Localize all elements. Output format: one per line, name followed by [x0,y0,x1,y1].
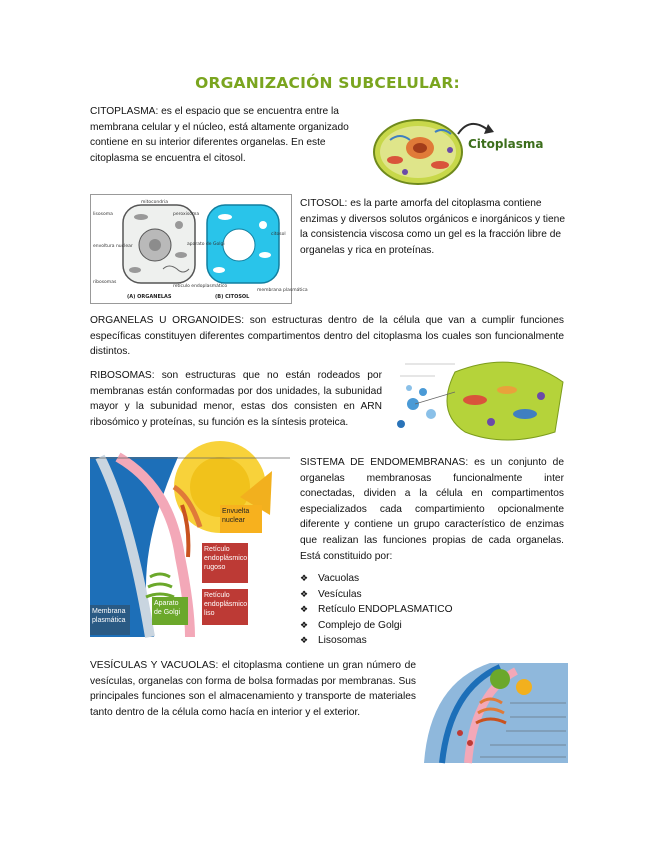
label-golgi: aparato de Golgi [187,242,225,247]
label-mitocondria: mitocondria [141,200,168,205]
endomembranas-image [90,457,290,637]
vesiculas-paragraph: VESÍCULAS Y VACUOLAS: el citoplasma contiene un gran número de vesículas, organelas con forma de bolsa formadas por membranas. Sus principales funciones son el almacenamiento y transporte de materiales tanto dentro de la célula como hacía en interior y el exterior. [90,660,416,718]
diamond-bullet-icon: ❖ [300,635,309,646]
list-item: ❖ Vacuolas [300,571,453,587]
page-title: ORGANIZACIÓN SUBCELULAR: [195,74,460,92]
caption-citosol: (B) CITOSOL [215,294,250,300]
list-item: ❖ Retículo ENDOPLASMATICO [300,602,453,618]
diamond-bullet-icon: ❖ [300,588,309,599]
vesiculas-image [420,663,568,763]
caption-organelas: (A) ORGANELAS [127,294,172,300]
endomembranas-paragraph: SISTEMA DE ENDOMEMBRANAS: es un conjunto de organelas membranosas funcionalmente inter conectadas, dividen a la célula en compartimentos especializados cada compartimiento opcionalmente diferente y contiene un grupo característico de enzimas que realizan las funciones propias de cada organelas. Está constituido por: [300,457,564,562]
citoplasma-image [370,110,545,190]
diamond-bullet-icon: ❖ [300,573,309,583]
list-item: ❖ Vesículas [300,587,453,603]
label-rer: Retículo endoplásmico rugoso [202,543,248,583]
label-peroxisoma: peroxisoma [173,212,200,217]
label-envuelta-nuclear: Envuelta nuclear [220,505,262,533]
list-item: ❖ Lisosomas [300,633,453,649]
citoplasma-paragraph: CITOPLASMA: es el espacio que se encuentra entre la membrana celular y el núcleo, está altamente organizado contiene en su interior diferentes organelas. En este citoplasma se encuentra el citosol. [90,106,349,164]
organelas-citosol-diagram [90,194,308,304]
citoplasma-image-label: Citoplasma [468,137,544,151]
diamond-bullet-icon: ❖ [300,619,309,630]
label-reticulo: retículo endoplasmático [173,284,228,289]
ribosomas-paragraph: RIBOSOMAS: son estructuras que no están rodeados por membranas están conformadas por dos unidades, la subunidad mayor y la subunidad menor, estas dos consisten en ARN ribosómico y proteínas, su función es la síntesis proteica. [90,370,382,428]
endomembranas-list [300,571,453,649]
label-membrana: Membrana plasmática [90,605,130,635]
label-ribosomas: ribosomas [93,280,117,285]
list-item: ❖ Complejo de Golgi [300,618,453,634]
label-membrana: membrana plasmática [257,288,308,293]
label-lisosoma: lisosoma [93,212,113,217]
citosol-paragraph: CITOSOL: es la parte amorfa del citoplasma contiene enzimas y diversos solutos orgánicos e inorgánicos y tiene la consistencia viscosa como un gel es la fracción libre de organelas y rica en proteínas. [300,198,566,256]
ribosomas-image [395,352,567,446]
label-envoltura: envoltura nuclear [93,244,133,249]
label-golgi: Aparato de Golgi [152,597,188,625]
label-ser: Retículo endoplásmico liso [202,589,248,625]
diamond-bullet-icon: ❖ [300,604,309,615]
organelas-paragraph: ORGANELAS U ORGANOIDES: son estructuras dentro de la célula que van a cumplir funciones específicas constituyen diferentes compartimentos dentro del citoplasma los cuales son funcionalmente distintos. [90,315,564,358]
label-citosol: citosol [271,232,286,237]
